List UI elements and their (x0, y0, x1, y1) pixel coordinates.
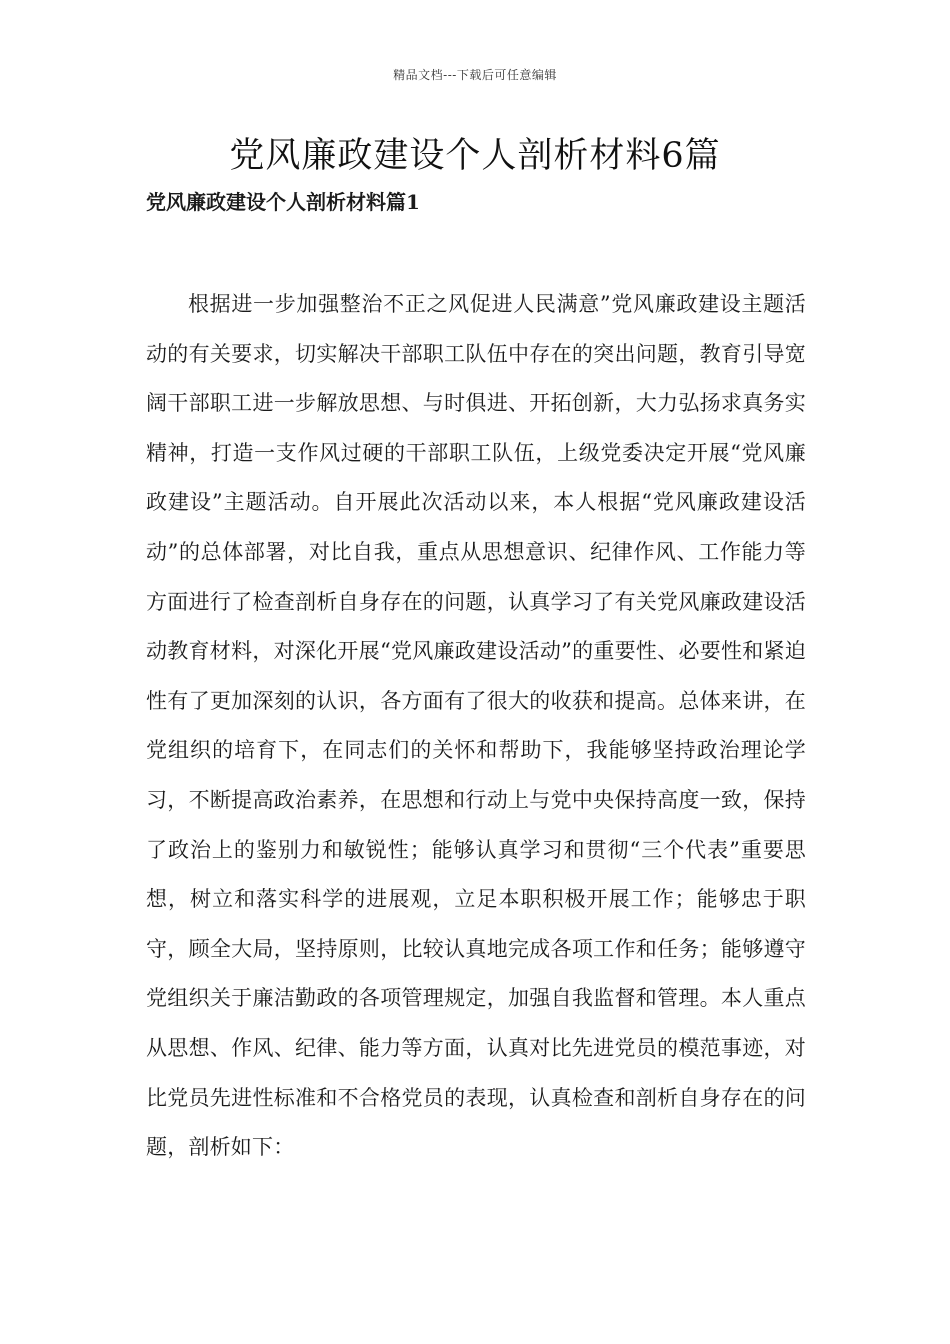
header-note: 精品文档---下载后可任意编辑 (393, 68, 557, 82)
section-title: 党风廉政建设个人剖析材料篇1 (146, 190, 420, 214)
body-paragraph: 根据进一步加强整治不正之风促进人民满意”党风廉政建设主题活动的有关要求，切实解决干部职工队伍中存在的突出问题，教育引导宽阔干部职工进一步解放思想、与时俱进、开拓创新，大力弘扬求真务实精神，打造一支作风过硬的干部职工队伍，上级党委决定开展“党风廉政建设”主题活动。自开展此次活动以来，本人根据“党风廉政建设活动”的总体部署，对比自我，重点从思想意识、纪律作风、工作能力等方面进行了检查剖析自身存在的问题，认真学习了有关党风廉政建设活动教育材料，对深化开展“党风廉政建设活动”的重要性、必要性和紧迫性有了更加深刻的认识，各方面有了很大的收获和提高。总体来讲，在党组织的培育下，在同志们的关怀和帮助下，我能够坚持政治理论学习，不断提高政治素养，在思想和行动上与党中央保持高度一致，保持了政治上的鉴别力和敏锐性；能够认真学习和贯彻“三个代表”重要思想，树立和落实科学的进展观，立足本职积极开展工作；能够忠于职守，顾全大局，坚持原则，比较认真地完成各项工作和任务；能够遵守党组织关于廉洁勤政的各项管理规定，加强自我监督和管理。本人重点从思想、作风、纪律、能力等方面，认真对比先进党员的模范事迹，对比党员先进性标准和不合格党员的表现，认真检查和剖析自身存在的问题，剖析如下： (146, 292, 806, 1160)
document-title: 党风廉政建设个人剖析材料6篇 (229, 136, 721, 176)
